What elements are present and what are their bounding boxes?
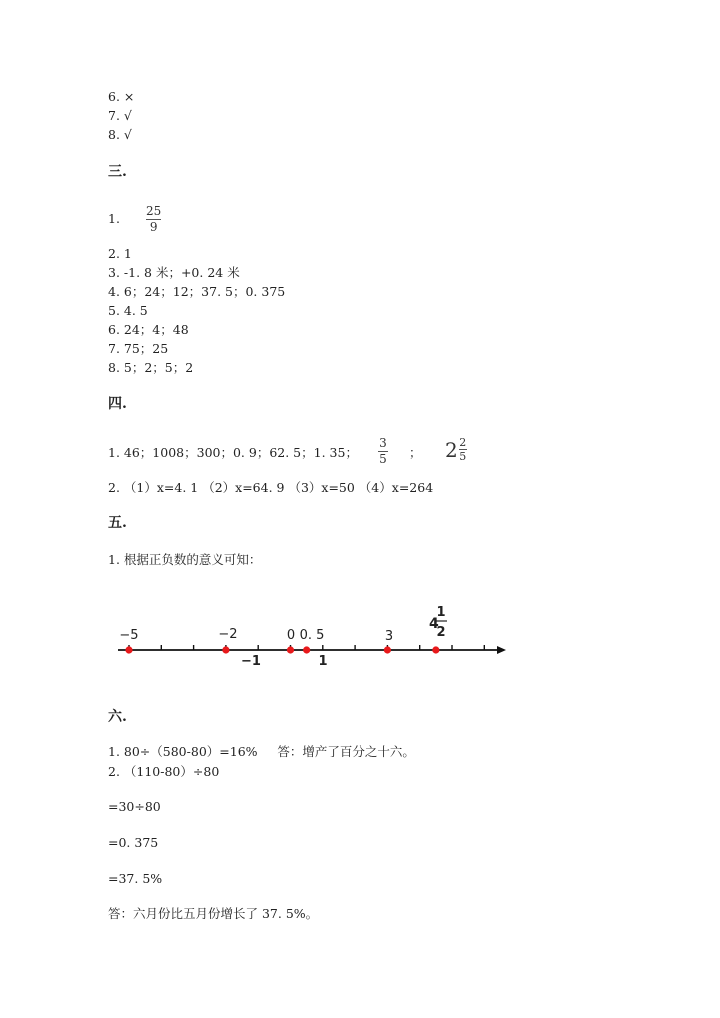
s3-item-4: 4. 6；24；12；37. 5；0. 375 [108, 284, 286, 299]
s5-q1-text: 1. 根据正负数的意义可知： [108, 552, 262, 567]
s3-item-2: 2. 1 [108, 246, 132, 261]
fraction-numerator: 3 [379, 436, 387, 450]
s6-line-1: 1. 80÷（580-80）=16% 答：增产了百分之十六。 [108, 744, 415, 759]
s3-item-3: 3. -1. 8 米；+0. 24 米 [108, 265, 240, 280]
label-neg1: −1 [241, 654, 261, 669]
s4-q2-text: 2. （1）x=4. 1 （2）x=64. 9 （3）x=50 （4）x=264 [108, 480, 434, 495]
answer-line-7: 7. √ [108, 108, 132, 123]
s3-item-7: 7. 75；25 [108, 341, 169, 356]
s6-line-6: 答：六月份比五月份增长了 37. 5%。 [108, 906, 319, 921]
s4-q1-text: 1. 46；1008；300；0. 9；62. 5；1. 35； [108, 445, 358, 460]
label-0: 0 [286, 628, 296, 643]
answer-line-6: 6. × [108, 89, 135, 104]
section-6-heading: 六. [108, 709, 127, 725]
s3-item-6: 6. 24；4；48 [108, 322, 189, 337]
number-line-point [125, 646, 132, 653]
fraction-denominator: 5 [379, 452, 387, 466]
fraction-numerator: 2 [459, 436, 467, 449]
number-line-point [384, 646, 391, 653]
label-1: 1 [318, 654, 328, 669]
mixed-whole: 2 [445, 437, 458, 462]
answer-line-8: 8. √ [108, 127, 132, 142]
label-neg2: −2 [218, 627, 238, 642]
number-line-point [303, 646, 310, 653]
label-3: 3 [384, 629, 394, 644]
number-line-axis [118, 646, 506, 654]
section-3-heading: 三. [108, 164, 127, 180]
fraction-numerator: 1 [436, 605, 446, 620]
fraction-denominator: 9 [149, 220, 158, 234]
s3-q1-label: 1. [108, 211, 120, 226]
s6-line-4: =0. 375 [108, 835, 159, 850]
label-neg5: −5 [119, 628, 139, 643]
mixed-whole: 4 [429, 616, 439, 632]
number-line-point [222, 646, 229, 653]
section-4-heading: 四. [108, 396, 127, 412]
s6-line-3: =30÷80 [108, 799, 161, 814]
s3-item-5: 5. 4. 5 [108, 303, 148, 318]
section-5-heading: 五. [108, 515, 127, 531]
fraction-denominator: 5 [459, 450, 467, 463]
fraction-denominator: 2 [436, 625, 446, 640]
fraction-numerator: 25 [146, 204, 162, 218]
number-line-point [432, 646, 439, 653]
number-line-labels [119, 605, 447, 669]
s6-line-5: =37. 5% [108, 871, 163, 886]
number-line-point [287, 646, 294, 653]
s6-line-2: 2. （110-80）÷80 [108, 764, 220, 779]
s4-q1-separator: ； [409, 445, 422, 460]
s3-item-8: 8. 5；2；5；2 [108, 360, 194, 375]
label-0-5: 0. 5 [299, 628, 325, 643]
label-4-and-half [429, 605, 447, 640]
